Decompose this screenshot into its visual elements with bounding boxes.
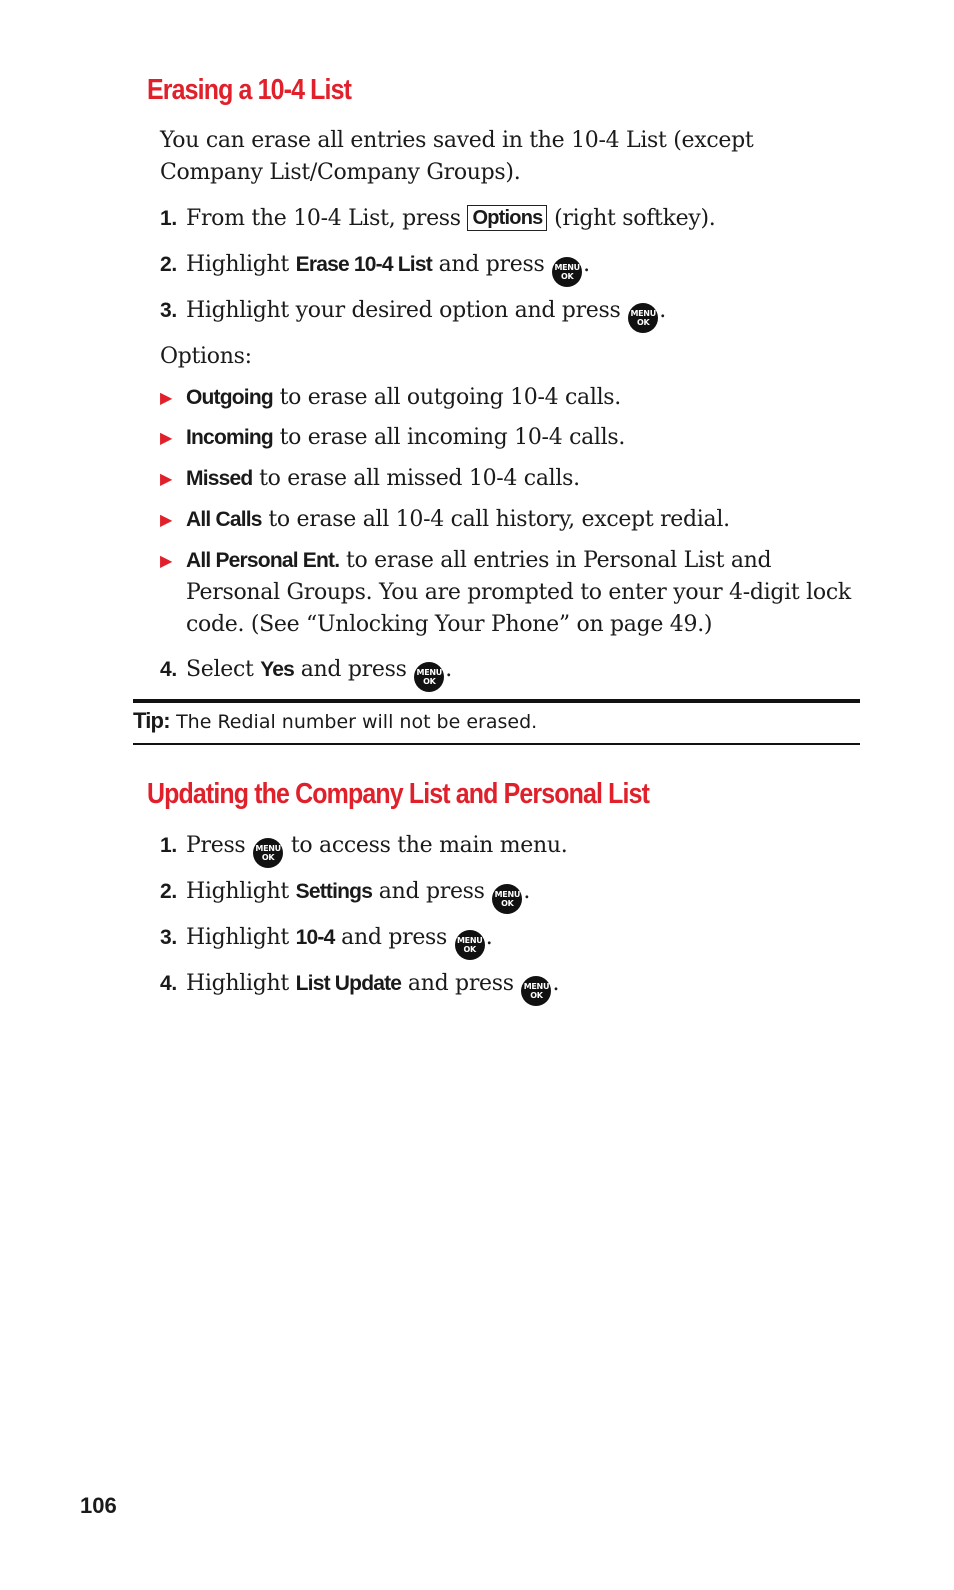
step-number: 2. bbox=[160, 253, 177, 276]
step-text-mid: and press bbox=[401, 971, 521, 996]
step-text-mid: and press bbox=[372, 879, 492, 904]
erase-step-4 bbox=[160, 655, 860, 692]
step-text-end: . bbox=[659, 298, 666, 323]
menu-item-name: Yes bbox=[260, 658, 295, 681]
option-missed bbox=[160, 463, 860, 495]
option-name: Outgoing bbox=[186, 386, 273, 409]
tip-box bbox=[133, 707, 537, 736]
step-number: 2. bbox=[160, 880, 177, 903]
triangle-bullet-icon: ▶ bbox=[160, 469, 173, 488]
option-desc: to erase all incoming 10-4 calls. bbox=[272, 425, 626, 450]
step-text: Highlight bbox=[186, 252, 296, 277]
step-text-end: . bbox=[485, 925, 493, 950]
section-title-updating: Updating the Company List and Personal List bbox=[147, 778, 650, 810]
triangle-bullet-icon: ▶ bbox=[160, 388, 173, 407]
menu-ok-key-icon: MENU OK bbox=[628, 303, 658, 333]
option-name: All Personal Ent. bbox=[186, 549, 340, 572]
intro-paragraph: You can erase all entries saved in the 10-4 List (except Company List/Company Groups). bbox=[160, 128, 754, 185]
erase-step-1 bbox=[160, 204, 860, 234]
options-label: Options: bbox=[160, 344, 252, 369]
tip-label: Tip: bbox=[133, 708, 170, 733]
menu-ok-key-icon: MENU OK bbox=[552, 257, 582, 287]
step-text: Highlight bbox=[186, 879, 296, 904]
menu-item-name: Erase 10-4 List bbox=[295, 253, 432, 276]
step-text-end: . bbox=[445, 657, 452, 682]
erase-step-2 bbox=[160, 250, 860, 287]
section-title-erasing: Erasing a 10-4 List bbox=[147, 74, 352, 106]
step-text: Select bbox=[186, 657, 261, 682]
menu-ok-key-icon: MENU OK bbox=[492, 884, 522, 914]
step-number: 4. bbox=[160, 972, 177, 995]
option-name: Incoming bbox=[186, 426, 273, 449]
step-number: 3. bbox=[160, 299, 177, 322]
option-name: All Calls bbox=[186, 508, 262, 531]
triangle-bullet-icon: ▶ bbox=[160, 551, 173, 570]
step-text-end: . bbox=[552, 971, 560, 996]
triangle-bullet-icon: ▶ bbox=[160, 428, 173, 447]
step-text: Highlight bbox=[186, 925, 296, 950]
menu-item-name: 10-4 bbox=[295, 926, 335, 949]
step-text-end: to access the main menu. bbox=[284, 833, 568, 858]
tip-text: The Redial number will not be erased. bbox=[176, 711, 538, 733]
step-text: Highlight your desired option and press bbox=[186, 298, 628, 323]
step-text-end: . bbox=[583, 252, 590, 277]
step-number: 1. bbox=[160, 207, 177, 230]
step-number: 4. bbox=[160, 658, 177, 681]
menu-item-name: Settings bbox=[295, 880, 373, 903]
step-number: 3. bbox=[160, 926, 177, 949]
step-text-mid: and press bbox=[334, 925, 454, 950]
update-step-3 bbox=[160, 923, 860, 960]
options-softkey-label: Options bbox=[467, 205, 547, 231]
tip-bottom-rule bbox=[133, 743, 860, 745]
menu-item-name: List Update bbox=[295, 972, 402, 995]
menu-ok-key-icon: MENU OK bbox=[521, 976, 551, 1006]
option-name: Missed bbox=[186, 467, 253, 490]
page-number: 106 bbox=[80, 1493, 117, 1518]
option-all-calls bbox=[160, 504, 860, 536]
step-number: 1. bbox=[160, 834, 177, 857]
option-desc: to erase all missed 10-4 calls. bbox=[252, 466, 580, 491]
step-text-mid: and press bbox=[431, 252, 552, 277]
triangle-bullet-icon: ▶ bbox=[160, 510, 173, 529]
update-step-1 bbox=[160, 831, 860, 868]
step-text-end: . bbox=[523, 879, 531, 904]
option-desc: to erase all outgoing 10-4 calls. bbox=[272, 385, 621, 410]
tip-top-rule bbox=[133, 699, 860, 703]
update-step-4 bbox=[160, 969, 860, 1006]
step-text-end: (right softkey). bbox=[547, 206, 716, 231]
option-desc: to erase all 10-4 call history, except redial. bbox=[261, 507, 730, 532]
option-incoming bbox=[160, 422, 860, 454]
erase-step-3 bbox=[160, 296, 860, 333]
menu-ok-key-icon: MENU OK bbox=[414, 662, 444, 692]
step-text: Highlight bbox=[186, 971, 296, 996]
option-all-personal bbox=[160, 545, 860, 641]
option-outgoing bbox=[160, 382, 860, 414]
step-text: Press bbox=[186, 833, 253, 858]
step-text-mid: and press bbox=[294, 657, 414, 682]
update-step-2 bbox=[160, 877, 860, 914]
menu-ok-key-icon: MENU OK bbox=[253, 838, 283, 868]
menu-ok-key-icon: MENU OK bbox=[455, 930, 485, 960]
option-desc: to erase all entries in Personal List and Personal Groups. You are prompted to enter your 4-digit lock code. (See “Unlocking Your Phone” on page 49.) bbox=[186, 548, 851, 637]
step-text: From the 10-4 List, press bbox=[186, 206, 468, 231]
